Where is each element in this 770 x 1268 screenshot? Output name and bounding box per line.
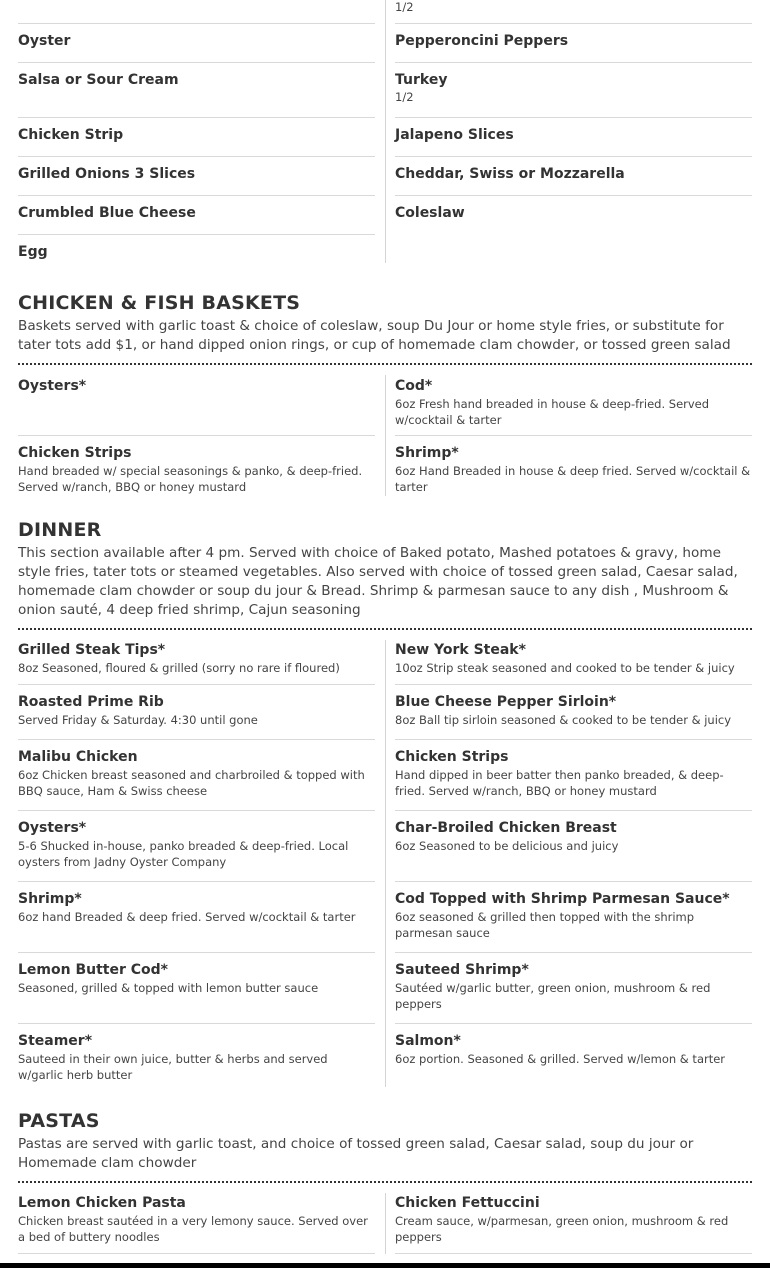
menu-item <box>18 882 375 953</box>
dotted-divider <box>18 628 752 630</box>
pastas-right-column <box>385 1193 752 1254</box>
section-title: PASTAS <box>18 1110 100 1132</box>
menu-item <box>18 157 375 196</box>
baskets-left-column <box>18 375 385 496</box>
menu-item <box>395 685 752 740</box>
menu-item <box>395 63 752 118</box>
item-desc: 1/2 <box>395 90 414 104</box>
menu-item <box>395 24 752 63</box>
menu-item <box>18 953 375 1024</box>
item-name: Roasted Prime Rib <box>18 694 164 710</box>
menu-item <box>395 1024 752 1087</box>
dinner-grid <box>18 640 752 1087</box>
item-desc: Sautéed w/garlic butter, green onion, mushroom & red peppers <box>395 981 711 1011</box>
menu-item <box>18 640 375 685</box>
section-title: DINNER <box>18 519 102 541</box>
item-name: Chicken Strips <box>18 445 132 461</box>
item-name: Grilled Onions 3 Slices <box>18 166 196 182</box>
menu-item <box>18 685 375 740</box>
menu-page <box>18 0 752 1254</box>
dinner-section <box>18 518 752 1087</box>
pastas-left-column <box>18 1193 385 1254</box>
item-name: Shrimp* <box>18 891 82 907</box>
item-name: Pepperoncini Peppers <box>395 33 569 49</box>
menu-item <box>18 63 375 118</box>
item-desc: 6oz Chicken breast seasoned and charbroiled & topped with BBQ sauce, Ham & Swiss cheese <box>18 768 365 798</box>
item-name: Cheddar, Swiss or Mozzarella <box>395 166 625 182</box>
menu-item <box>18 1024 375 1087</box>
item-desc: 10oz Strip steak seasoned and cooked to be tender & juicy <box>395 661 735 675</box>
section-description: This section available after 4 pm. Served with choice of Baked potato, Mashed potatoes & gravy, home style fries, tater tots or steamed vegetables. Also served with choice of tossed green salad, Caesar salad, homemade clam chowder or soup du jour & Bread. Shrimp & parmesan sauce to any dish , Mushroom & onion sauté, 4 deep fried shrimp, Cajun seasoning <box>18 545 738 618</box>
item-name: Cod* <box>395 378 433 394</box>
item-name: Lemon Chicken Pasta <box>18 1195 186 1211</box>
item-desc: 5-6 Shucked in-house, panko breaded & deep-fried. Local oysters from Jadny Oyster Company <box>18 839 349 869</box>
item-name: Oyster <box>18 33 71 49</box>
baskets-right-column <box>385 375 752 496</box>
bottom-edge-bar <box>0 1263 770 1268</box>
menu-item <box>395 740 752 811</box>
item-name: Salmon* <box>395 1033 461 1049</box>
item-name: Oysters* <box>18 820 87 836</box>
menu-item <box>18 1193 375 1254</box>
menu-item <box>18 811 375 882</box>
item-name: Chicken Strips <box>395 749 509 765</box>
item-name: Char-Broiled Chicken Breast <box>395 820 617 836</box>
section-title: CHICKEN & FISH BASKETS <box>18 292 301 314</box>
menu-item <box>395 0 752 24</box>
item-desc: Cream sauce, w/parmesan, green onion, mushroom & red peppers <box>395 1214 729 1244</box>
item-desc: Seasoned, grilled & topped with lemon butter sauce <box>18 981 319 995</box>
dotted-divider <box>18 363 752 365</box>
item-desc: 6oz Seasoned to be delicious and juicy <box>395 839 619 853</box>
menu-item <box>395 640 752 685</box>
dinner-right-column <box>385 640 752 1087</box>
item-name: Chicken Strip <box>18 127 124 143</box>
item-desc: Served Friday & Saturday. 4:30 until gone <box>18 713 258 727</box>
item-name: Chicken Fettuccini <box>395 1195 540 1211</box>
menu-item <box>18 436 375 496</box>
menu-item <box>395 375 752 436</box>
menu-item <box>395 811 752 882</box>
item-name: Malibu Chicken <box>18 749 138 765</box>
item-desc: 6oz Hand Breaded in house & deep fried. Served w/cocktail & tarter <box>395 464 751 494</box>
item-name: Shrimp* <box>395 445 459 461</box>
menu-item <box>18 118 375 157</box>
dinner-left-column <box>18 640 385 1087</box>
item-name: Turkey <box>395 72 448 88</box>
item-name: Coleslaw <box>395 205 465 221</box>
pastas-section <box>18 1109 752 1254</box>
section-description: Baskets served with garlic toast & choice of coleslaw, soup Du Jour or home style fries, or substitute for tater tots add $1, or hand dipped onion rings, or cup of homemade clam chowder, or tossed green salad <box>18 318 731 353</box>
item-desc: 6oz hand Breaded & deep fried. Served w/cocktail & tarter <box>18 910 356 924</box>
item-desc: 6oz seasoned & grilled then topped with the shrimp parmesan sauce <box>395 910 695 940</box>
menu-item <box>395 953 752 1024</box>
menu-item <box>18 196 375 235</box>
item-desc: 8oz Ball tip sirloin seasoned & cooked to be tender & juicy <box>395 713 732 727</box>
sides-left-column <box>18 0 385 270</box>
menu-item <box>395 882 752 953</box>
pastas-grid <box>18 1193 752 1254</box>
item-name: Steamer* <box>18 1033 93 1049</box>
dotted-divider <box>18 1181 752 1183</box>
item-name: Jalapeno Slices <box>395 127 514 143</box>
item-desc: Chicken breast sautéed in a very lemony sauce. Served over a bed of buttery noodles <box>18 1214 368 1244</box>
item-name: Lemon Butter Cod* <box>18 962 168 978</box>
item-desc: 6oz portion. Seasoned & grilled. Served w/lemon & tarter <box>395 1052 726 1066</box>
sides-right-column <box>385 0 752 263</box>
item-name: Crumbled Blue Cheese <box>18 205 196 221</box>
item-name: Grilled Steak Tips* <box>18 642 166 658</box>
menu-item <box>18 375 375 436</box>
item-desc: 8oz Seasoned, floured & grilled (sorry no rare if floured) <box>18 661 340 675</box>
baskets-section <box>18 291 752 496</box>
item-name: New York Steak* <box>395 642 526 658</box>
item-name: Cod Topped with Shrimp Parmesan Sauce* <box>395 891 730 907</box>
menu-item <box>395 118 752 157</box>
item-desc: Hand dipped in beer batter then panko breaded, & deep-fried. Served w/ranch, BBQ or honey mustard <box>395 768 724 798</box>
baskets-grid <box>18 375 752 496</box>
menu-item <box>18 235 375 270</box>
item-desc: 6oz Fresh hand breaded in house & deep-fried. Served w/cocktail & tarter <box>395 397 710 427</box>
menu-item <box>18 24 375 63</box>
item-desc: Sauteed in their own juice, butter & herbs and served w/garlic herb butter <box>18 1052 328 1082</box>
sides-grid <box>18 0 752 270</box>
menu-item <box>395 1193 752 1254</box>
menu-item <box>18 0 375 24</box>
item-name: Blue Cheese Pepper Sirloin* <box>395 694 617 710</box>
item-desc: 1/2 <box>395 0 414 14</box>
item-name: Egg <box>18 244 48 260</box>
menu-item <box>18 740 375 811</box>
menu-item <box>395 157 752 196</box>
item-name: Salsa or Sour Cream <box>18 72 179 88</box>
menu-item <box>395 196 752 235</box>
section-description: Pastas are served with garlic toast, and choice of tossed green salad, Caesar salad, soup du jour or Homemade clam chowder <box>18 1136 694 1171</box>
item-name: Sauteed Shrimp* <box>395 962 529 978</box>
item-name: Oysters* <box>18 378 87 394</box>
item-desc: Hand breaded w/ special seasonings & panko, & deep-fried. Served w/ranch, BBQ or honey mustard <box>18 464 363 494</box>
menu-item <box>395 436 752 496</box>
